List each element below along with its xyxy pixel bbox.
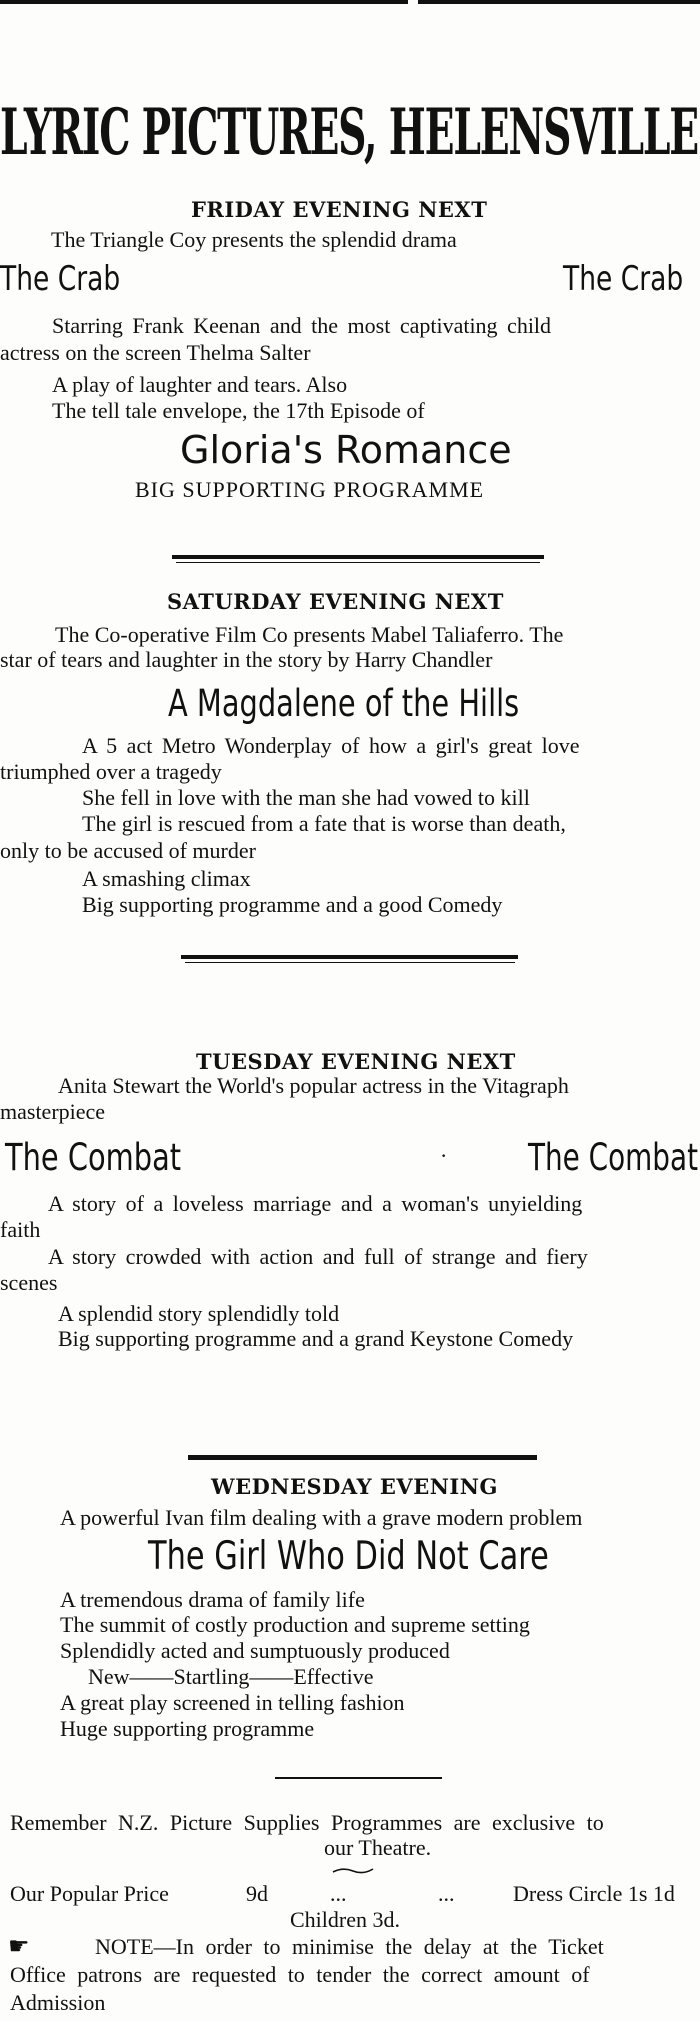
- note-line: Office patrons are requested to tender the correct amount of: [10, 1962, 590, 1987]
- tuesday-line: A story of a loveless marriage and a woman's unyielding: [48, 1191, 583, 1216]
- wednesday-line: Splendidly acted and sumptuously produced: [60, 1638, 450, 1663]
- price-label: Our Popular Price: [10, 1881, 169, 1906]
- wednesday-line: A great play screened in telling fashion: [60, 1690, 405, 1715]
- children-price: Children 3d.: [290, 1907, 400, 1932]
- dress-circle-price: Dress Circle 1s 1d: [513, 1881, 675, 1906]
- saturday-line: The girl is rescued from a fate that is worse than death,: [82, 811, 566, 836]
- tuesday-heading: TUESDAY EVENING NEXT: [196, 1049, 516, 1074]
- tuesday-line: Anita Stewart the World's popular actress in the Vitagraph: [58, 1073, 569, 1098]
- tuesday-title-dot: ·: [440, 1143, 448, 1168]
- section-divider: [172, 555, 544, 559]
- tuesday-line: A splendid story splendidly told: [58, 1301, 340, 1326]
- saturday-line: She fell in love with the man she had vowed to kill: [82, 785, 530, 810]
- section-divider-thin: [185, 962, 515, 963]
- top-border-left: [0, 0, 408, 4]
- section-divider: [188, 1455, 537, 1460]
- price-dots: ...: [438, 1881, 455, 1906]
- wednesday-line: The summit of costly production and supreme setting: [60, 1612, 530, 1637]
- note-line: NOTE—In order to minimise the delay at the Ticket: [95, 1934, 604, 1959]
- section-divider-thin: [275, 1777, 442, 1779]
- wednesday-heading: WEDNESDAY EVENING: [211, 1474, 498, 1499]
- wednesday-line: New——Startling——Effective: [88, 1664, 374, 1689]
- price-value: 9d: [246, 1881, 268, 1906]
- pointing-hand-icon: ☛: [8, 1932, 30, 1960]
- saturday-line: triumphed over a tragedy: [0, 759, 222, 784]
- friday-intro: The Triangle Coy presents the splendid drama: [51, 227, 457, 252]
- remember-line: our Theatre.: [324, 1835, 432, 1860]
- saturday-line: A 5 act Metro Wonderplay of how a girl's great love: [82, 733, 580, 758]
- tuesday-title-left: The Combat: [5, 1136, 182, 1179]
- saturday-line: only to be accused of murder: [0, 838, 256, 863]
- serial-title: Gloria's Romance: [180, 428, 512, 472]
- wednesday-line: Huge supporting programme: [60, 1716, 315, 1741]
- friday-title-left: The Crab: [0, 259, 121, 299]
- friday-title-right: The Crab: [563, 259, 684, 299]
- saturday-line: star of tears and laughter in the story by Harry Chandler: [0, 647, 493, 672]
- masthead-title: LYRIC PICTURES, HELENSVILLE: [0, 95, 698, 170]
- saturday-heading: SATURDAY EVENING NEXT: [167, 589, 504, 614]
- note-line: Admission: [10, 1990, 106, 2015]
- friday-line: A play of laughter and tears. Also: [52, 372, 348, 397]
- tuesday-line: faith: [0, 1217, 41, 1242]
- top-border-right: [418, 0, 700, 4]
- friday-line: The tell tale envelope, the 17th Episode of: [52, 398, 425, 423]
- section-divider: [181, 955, 518, 959]
- ornament-swash: [331, 1866, 375, 1876]
- wednesday-intro: A powerful Ivan film dealing with a grave modern problem: [60, 1505, 583, 1530]
- tuesday-line: scenes: [0, 1270, 58, 1295]
- tuesday-title-right: The Combat: [528, 1136, 698, 1179]
- wednesday-title: The Girl Who Did Not Care: [148, 1534, 549, 1579]
- friday-line: actress on the screen Thelma Salter: [0, 340, 311, 365]
- section-divider-thin: [176, 562, 540, 563]
- saturday-line: The Co-operative Film Co presents Mabel Taliaferro. The: [55, 622, 564, 647]
- remember-line: Remember N.Z. Picture Supplies Programmes are exclusive to: [10, 1810, 604, 1835]
- tuesday-line: masterpiece: [0, 1099, 106, 1124]
- tuesday-line: A story crowded with action and full of strange and fiery: [48, 1244, 588, 1269]
- saturday-line: Big supporting programme and a good Comedy: [82, 892, 503, 917]
- saturday-line: A smashing climax: [82, 866, 251, 891]
- friday-heading: FRIDAY EVENING NEXT: [191, 197, 488, 222]
- tuesday-line: Big supporting programme and a grand Keystone Comedy: [58, 1326, 574, 1351]
- price-dots: ...: [330, 1881, 347, 1906]
- friday-supporting: BIG SUPPORTING PROGRAMME: [135, 477, 485, 502]
- wednesday-line: A tremendous drama of family life: [60, 1587, 365, 1612]
- friday-line: Starring Frank Keenan and the most captivating child: [52, 313, 552, 338]
- saturday-title: A Magdalene of the Hills: [168, 682, 520, 725]
